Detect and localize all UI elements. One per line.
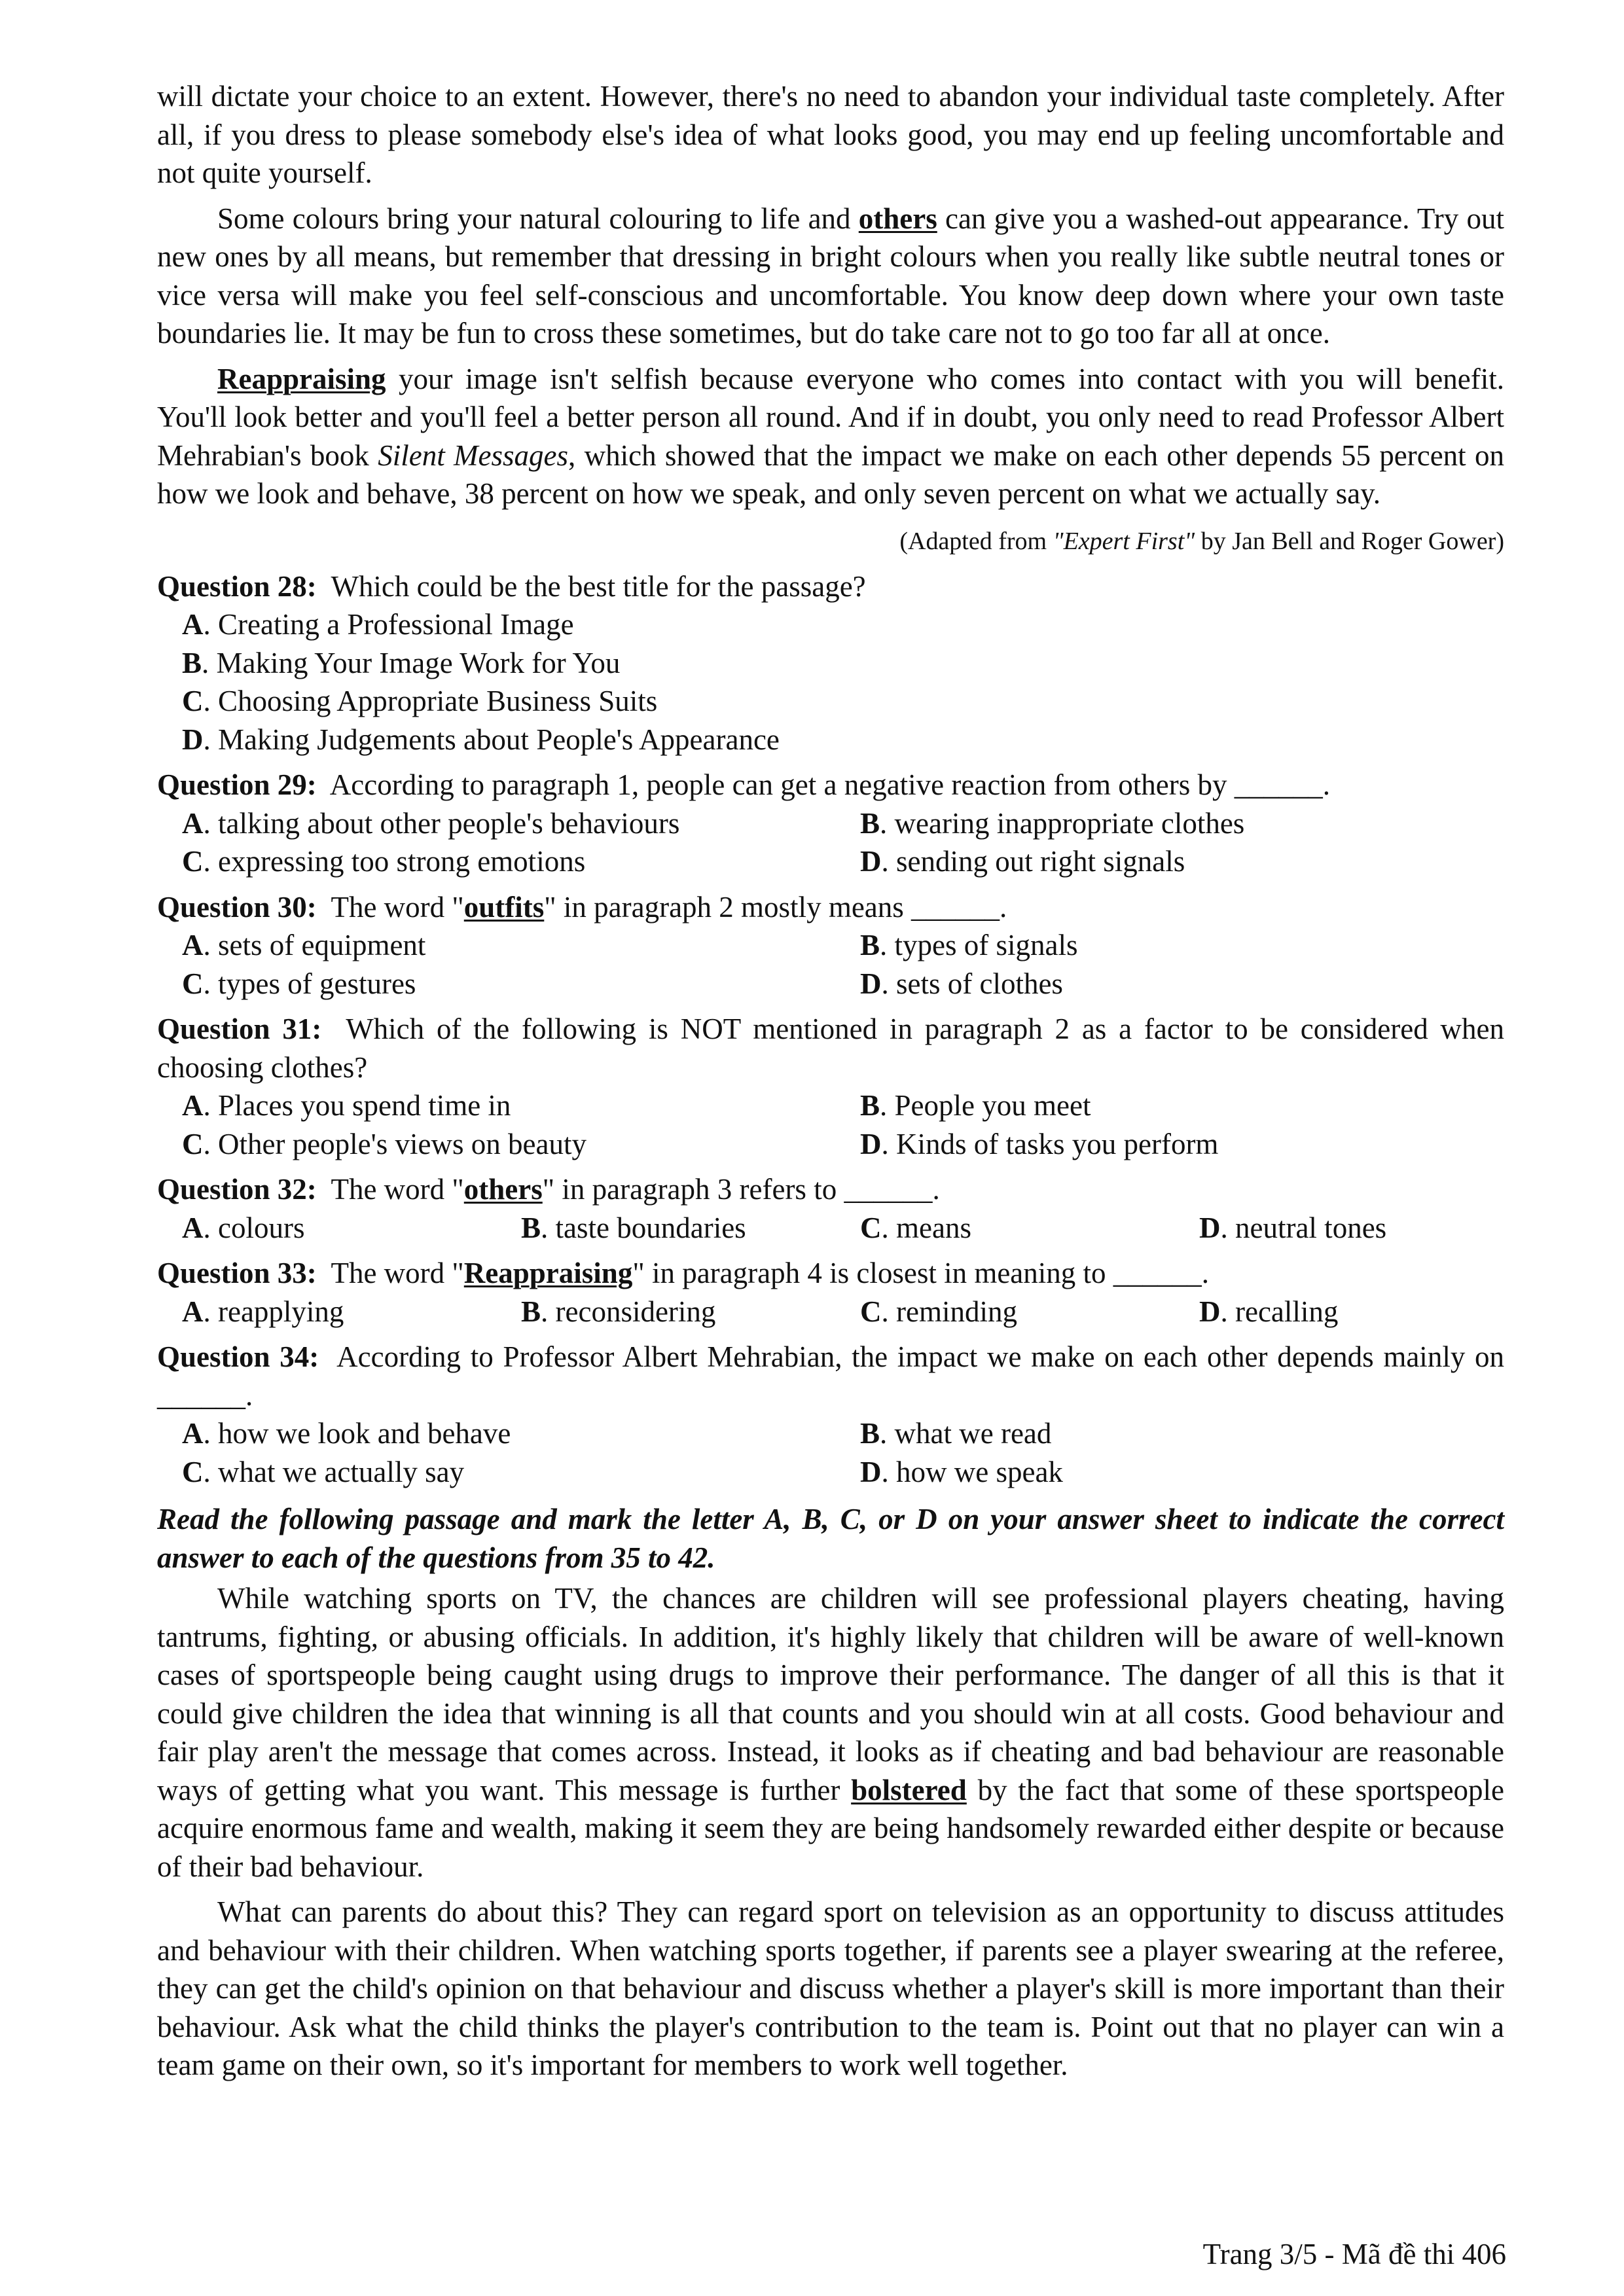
question-number: Question 28: [157, 569, 317, 603]
keyword-bolstered: bolstered [851, 1773, 967, 1806]
option-text: . Creating a Professional Image [203, 608, 574, 641]
question-text: Which could be the best title for the passage? [331, 569, 866, 603]
option-letter: C [182, 685, 204, 717]
answer-options [182, 926, 1504, 1003]
option-text: . Making Your Image Work for You [202, 646, 621, 679]
option-letter: B [860, 1089, 880, 1122]
passage-paragraph-3 [157, 200, 1504, 353]
keyword-reappraising: Reappraising [463, 1257, 633, 1289]
option-letter: C [860, 1211, 882, 1244]
option-letter: D [860, 845, 882, 878]
option-text: . sets of clothes [881, 967, 1063, 1000]
keyword-others: others [858, 202, 937, 235]
keyword-others: others [463, 1173, 543, 1206]
answer-options [182, 1293, 1504, 1331]
option-d[interactable] [860, 842, 1504, 881]
option-text: . talking about other people's behaviours [203, 806, 680, 840]
answer-options [182, 605, 1504, 759]
question-stem [157, 1010, 1504, 1086]
answer-options [182, 804, 1504, 881]
section-instruction: Read the following passage and mark the letter A, B, C, or D on your answer sheet to indicate the correct answer to each of the questions from 35 to 42. [157, 1503, 1504, 1574]
answer-options [182, 1209, 1504, 1247]
option-text: . sets of equipment [203, 929, 426, 961]
option-letter: D [1199, 1295, 1221, 1328]
option-c[interactable] [182, 842, 860, 881]
option-d[interactable] [860, 1453, 1504, 1492]
option-c[interactable] [182, 1125, 860, 1164]
option-letter: A [182, 1211, 204, 1244]
question-31 [157, 1010, 1504, 1163]
option-d[interactable] [860, 1125, 1504, 1164]
question-stem [157, 1338, 1504, 1414]
question-stem [157, 888, 1504, 927]
option-letter: D [1199, 1211, 1221, 1244]
source-prefix: (Adapted from [899, 527, 1053, 555]
option-letter: C [182, 1455, 204, 1488]
option-a[interactable] [182, 1414, 860, 1453]
option-text: . wearing inappropriate clothes [880, 806, 1245, 840]
option-text: . Kinds of tasks you perform [881, 1127, 1219, 1160]
option-text: . expressing too strong emotions [203, 845, 586, 878]
keyword-outfits: outfits [463, 890, 545, 924]
question-stem [157, 567, 1504, 606]
option-letter: A [182, 1417, 204, 1450]
paragraph-text: Some colours bring your natural colouring to life and [217, 202, 851, 235]
source-authors: by Jan Bell and Roger Gower) [1195, 527, 1504, 555]
question-number: Question 29: [157, 768, 317, 801]
option-letter: B [182, 646, 202, 679]
book-title: Silent Messages [378, 439, 569, 472]
option-b[interactable] [860, 1086, 1504, 1125]
question-28 [157, 567, 1504, 759]
question-32 [157, 1170, 1504, 1247]
option-letter: B [521, 1295, 541, 1328]
question-number: Question 34: [157, 1340, 319, 1373]
exam-page [157, 77, 1504, 2085]
passage-paragraph-2-end [157, 77, 1504, 192]
option-b[interactable] [860, 926, 1504, 965]
question-34 [157, 1338, 1504, 1491]
option-a[interactable] [182, 605, 1504, 644]
option-b[interactable] [182, 644, 1504, 683]
answer-options [182, 1414, 1504, 1491]
option-b[interactable] [521, 1209, 860, 1247]
option-c[interactable] [860, 1209, 1199, 1247]
option-text: . Places you spend time in [203, 1089, 511, 1122]
option-letter: A [182, 1295, 204, 1328]
paragraph-text: What can parents do about this? They can regard sport on television as an opportunity to discuss attitudes and behaviour with their children. When watching sports together, if parents see a player swearing at the referee, they can get the child's opinion on that behaviour and discuss whether a player's skill is more important than their behaviour. Ask what the child thinks the player's contribution to the team is. Point out that no player can win a team game on their own, so it's important for members to work well together. [157, 1895, 1504, 2081]
option-a[interactable] [182, 926, 860, 965]
question-29 [157, 766, 1504, 881]
option-text: . Other people's views on beauty [203, 1127, 586, 1160]
option-letter: B [521, 1211, 541, 1244]
question-text-post: " in paragraph 3 refers to ______. [542, 1173, 940, 1206]
option-letter: D [182, 723, 204, 756]
page-footer: Trang 3/5 - Mã đề thi 406 [1202, 2238, 1506, 2270]
option-text: . reapplying [203, 1295, 344, 1328]
question-text-post: " in paragraph 2 mostly means ______. [544, 890, 1007, 924]
question-number: Question 30: [157, 890, 317, 924]
question-stem [157, 1254, 1504, 1293]
option-letter: B [860, 1417, 880, 1450]
option-c[interactable] [860, 1293, 1199, 1331]
paragraph-text: can give you a washed-out appearance. Try out new ones by all means, but remember that dressing in bright colours when you really like subtle neutral tones or vice versa will make you feel self-conscious and uncomfortable. You know deep down where your own taste boundaries lie. It may be fun to cross these sometimes, but do take care not to go too far all at once. [157, 202, 1504, 350]
passage2-paragraph-1 [157, 1579, 1504, 1886]
option-d[interactable] [860, 965, 1504, 1003]
option-letter: C [182, 967, 204, 1000]
question-number: Question 31: [157, 1013, 322, 1045]
option-letter: A [182, 806, 204, 840]
option-b[interactable] [521, 1293, 860, 1331]
option-text: . types of gestures [203, 967, 416, 1000]
option-letter: A [182, 608, 204, 641]
option-letter: B [860, 806, 880, 840]
option-text: . how we look and behave [203, 1417, 511, 1450]
option-text: . types of signals [880, 929, 1078, 961]
question-text: According to Professor Albert Mehrabian, the impact we make on each other depends mainly on ______. [157, 1340, 1505, 1412]
keyword-reappraising: Reappraising [217, 362, 386, 395]
option-text: . neutral tones [1220, 1211, 1387, 1244]
question-text: According to paragraph 1, people can get a negative reaction from others by ______. [329, 768, 1330, 801]
option-d[interactable] [1199, 1293, 1504, 1331]
option-a[interactable] [182, 1209, 521, 1247]
paragraph-text: While watching sports on TV, the chances are children will see professional players cheating, having tantrums, fighting, or abusing officials. In addition, it's highly likely that children will be aware of well-known cases of sportspeople being caught using drugs to improve their performance. The danger of all this is that it could give children the idea that winning is all that counts and you should win at all costs. Good behaviour and fair play aren't the message that comes across. Instead, it looks as if cheating and bad behaviour are reasonable ways of getting what you want. This message is further [157, 1582, 1504, 1806]
option-d[interactable] [182, 721, 1504, 759]
paragraph-text: by the fact that some of these sportspeople acquire enormous fame and wealth, making it seem they are being handsomely rewarded either despite or because of their bad behaviour. [157, 1773, 1505, 1883]
question-text: Which of the following is NOT mentioned in paragraph 2 as a factor to be considered when choosing clothes? [157, 1013, 1505, 1084]
option-a[interactable] [182, 1293, 521, 1331]
option-letter: D [860, 967, 882, 1000]
question-text-post: " in paragraph 4 is closest in meaning to ______. [632, 1257, 1210, 1289]
option-letter: D [860, 1455, 882, 1488]
option-text: . Choosing Appropriate Business Suits [203, 685, 658, 717]
question-text-pre: The word " [331, 890, 464, 924]
source-title: "Expert First" [1053, 527, 1195, 555]
option-letter: C [182, 1127, 204, 1160]
passage-paragraph-4 [157, 360, 1504, 513]
option-a[interactable] [182, 804, 860, 843]
question-33 [157, 1254, 1504, 1331]
option-text: . Making Judgements about People's Appearance [203, 723, 780, 756]
question-stem [157, 766, 1504, 804]
passage2-paragraph-2 [157, 1893, 1504, 2085]
option-text: . reminding [881, 1295, 1017, 1328]
option-letter: C [860, 1295, 882, 1328]
option-letter: C [182, 845, 204, 878]
option-letter: D [860, 1127, 882, 1160]
paragraph-text: , which showed that the impact we make on each other depends 55 percent on how we look and behave, 38 percent on how we speak, and only seven percent on what we actually say. [157, 439, 1505, 510]
option-text: . sending out right signals [881, 845, 1185, 878]
question-30 [157, 888, 1504, 1003]
question-text-pre: The word " [331, 1173, 464, 1206]
option-c[interactable] [182, 965, 860, 1003]
option-text: . what we actually say [203, 1455, 465, 1488]
option-letter: B [860, 929, 880, 961]
answer-options [182, 1086, 1504, 1163]
question-stem [157, 1170, 1504, 1209]
option-text: . reconsidering [541, 1295, 716, 1328]
paragraph-text: your image isn't selfish because everyone who comes into contact with you will benefit. You'll look better and you'll feel a better person all round. And if in doubt, you only need to read Professor Albert Mehrabian's book [157, 362, 1504, 472]
option-text: . taste boundaries [541, 1211, 746, 1244]
option-b[interactable] [860, 804, 1504, 843]
option-text: . recalling [1220, 1295, 1339, 1328]
option-c[interactable] [182, 1453, 860, 1492]
option-text: . what we read [880, 1417, 1052, 1450]
paragraph-text: will dictate your choice to an extent. However, there's no need to abandon your individual taste completely. After all, if you dress to please somebody else's idea of what looks good, you may end up feeling uncomfortable and not quite yourself. [157, 80, 1504, 189]
question-number: Question 32: [157, 1173, 317, 1206]
option-text: . colours [203, 1211, 305, 1244]
option-c[interactable] [182, 682, 1504, 721]
option-letter: A [182, 1089, 204, 1122]
option-d[interactable] [1199, 1209, 1504, 1247]
question-number: Question 33: [157, 1257, 317, 1289]
option-b[interactable] [860, 1414, 1504, 1453]
option-letter: A [182, 929, 204, 961]
source-citation [157, 522, 1504, 560]
option-a[interactable] [182, 1086, 860, 1125]
option-text: . means [881, 1211, 971, 1244]
question-text-pre: The word " [331, 1257, 464, 1289]
option-text: . how we speak [881, 1455, 1063, 1488]
option-text: . People you meet [880, 1089, 1091, 1122]
